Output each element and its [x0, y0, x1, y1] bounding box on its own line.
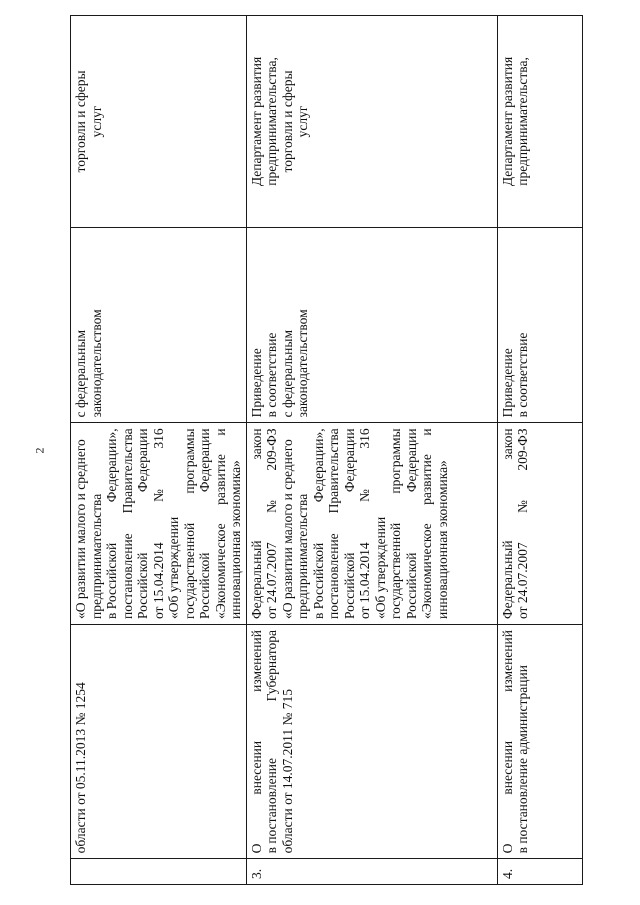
document-name-cell	[497, 625, 582, 859]
text-line	[342, 428, 358, 619]
text-word: постановление	[119, 533, 135, 620]
text-word: внесении	[499, 740, 515, 795]
text-word: «Экономическое	[212, 523, 228, 620]
text-line: области от 05.11.2013 № 1254	[73, 682, 88, 854]
text-word: Российской	[197, 552, 212, 620]
text-line	[419, 428, 435, 619]
text-line	[120, 428, 136, 619]
legal-basis-cell	[497, 423, 582, 625]
text-line: предпринимательства	[295, 493, 310, 620]
text-word: закон	[499, 428, 515, 460]
text-line: «О развитии малого и среднего	[279, 439, 295, 620]
text-word: Федерации	[197, 428, 212, 493]
text-line: в постановление администрации	[515, 665, 530, 854]
text-word: Федеральный	[499, 540, 515, 620]
text-word: от 15.04.2014	[150, 542, 166, 620]
text-line: услуг	[88, 105, 104, 138]
text-line: «Об утверждении	[166, 516, 181, 620]
text-line: в соответствие	[264, 332, 279, 418]
text-word: развитие	[212, 454, 228, 505]
purpose-cell	[71, 227, 247, 422]
text-word: О	[499, 843, 515, 854]
text-line	[151, 428, 167, 619]
text-line: инновационная экономика»	[228, 460, 243, 620]
text-line: предпринимательства,	[264, 57, 279, 186]
text-line: с федеральным	[73, 330, 88, 418]
measures-table	[70, 15, 583, 885]
text-line: с федеральным	[279, 330, 295, 418]
text-line	[197, 428, 213, 619]
document-name-cell	[71, 625, 247, 859]
text-line: законодательством	[88, 309, 104, 418]
text-word: закон	[248, 428, 264, 460]
text-line	[500, 630, 516, 853]
text-word: в Российской	[104, 542, 119, 620]
text-line	[104, 428, 120, 619]
row-number-cell	[71, 859, 247, 885]
text-line: предпринимательства	[88, 493, 104, 620]
text-word: развитие	[419, 454, 434, 505]
text-line	[249, 428, 265, 619]
text-line: «Об утверждении	[372, 516, 388, 620]
text-word: Федерации»,	[104, 428, 119, 503]
text-word: в Российской	[310, 542, 326, 620]
row-number-cell	[497, 859, 582, 885]
row-number-cell	[246, 859, 497, 885]
text-word: 316	[150, 428, 166, 449]
text-line: законодательством	[295, 309, 310, 418]
rotated-page-content	[70, 15, 570, 885]
text-word: и	[212, 428, 228, 436]
text-word: программы	[388, 428, 403, 494]
table-row	[246, 16, 497, 885]
text-line	[515, 428, 531, 619]
text-line: области от 14.07.2011 № 715	[279, 688, 295, 854]
row-number: 3.	[248, 868, 264, 879]
responsible-cell	[246, 16, 497, 228]
text-word: О	[248, 843, 264, 854]
text-line	[249, 630, 265, 853]
text-word: 209-ФЗ	[264, 428, 279, 471]
text-line	[388, 428, 404, 619]
text-word: Губернатора	[264, 630, 279, 702]
text-word: изменений	[499, 630, 515, 692]
document-name-cell	[246, 625, 497, 859]
text-word: от 15.04.2014	[357, 542, 372, 620]
text-word: постановление	[326, 533, 341, 620]
text-line: услуг	[295, 105, 310, 138]
text-word: №	[264, 500, 279, 513]
text-line	[213, 428, 229, 619]
text-word: Правительства	[119, 428, 135, 514]
text-line	[182, 428, 198, 619]
text-word: Федерации»,	[310, 428, 326, 503]
text-word: Федеральный	[248, 540, 264, 620]
text-line: Департамент развития	[248, 56, 264, 187]
row-number: 4.	[499, 868, 515, 879]
responsible-cell	[71, 16, 247, 228]
table-row	[497, 16, 582, 885]
text-word: 316	[357, 428, 372, 449]
text-line: в соответствие	[515, 332, 530, 418]
text-word: Российской	[135, 552, 150, 620]
text-word: «Экономическое	[419, 523, 434, 620]
legal-basis-cell	[246, 423, 497, 625]
legal-basis-cell	[71, 423, 247, 625]
purpose-cell	[246, 227, 497, 422]
text-line: Приведение	[248, 348, 264, 418]
text-word: государственной	[388, 522, 403, 620]
text-word: государственной	[181, 522, 197, 620]
text-word: Федерации	[403, 428, 419, 493]
text-word: от 24.07.2007	[515, 542, 530, 620]
table-row	[71, 16, 247, 885]
text-line	[135, 428, 151, 619]
text-line: Департамент развития	[499, 56, 515, 187]
text-line	[500, 428, 516, 619]
text-word: 209-ФЗ	[515, 428, 530, 471]
text-word: №	[515, 500, 530, 513]
text-word: внесении	[248, 740, 264, 795]
text-word: в постановление	[264, 757, 279, 854]
text-line: Приведение	[499, 348, 515, 418]
text-word: программы	[181, 428, 197, 494]
text-line	[326, 428, 342, 619]
text-word: Российской	[403, 552, 419, 620]
purpose-cell	[497, 227, 582, 422]
text-line	[264, 428, 280, 619]
text-word: и	[419, 428, 434, 436]
text-line	[357, 428, 373, 619]
text-word: изменений	[248, 630, 264, 692]
text-word: Федерации	[135, 428, 150, 493]
text-word: №	[357, 489, 372, 502]
text-word: Федерации	[341, 428, 357, 493]
text-line: инновационная экономика»	[434, 460, 450, 620]
text-word: Правительства	[326, 428, 341, 514]
text-word: от 24.07.2007	[264, 542, 279, 620]
text-line	[404, 428, 420, 619]
text-line: «О развитии малого и среднего	[73, 439, 88, 620]
text-line: предпринимательства,	[515, 57, 530, 186]
text-line: торговли и сферы	[279, 70, 295, 173]
responsible-cell	[497, 16, 582, 228]
text-line	[311, 428, 327, 619]
page-number: 2	[32, 447, 47, 454]
text-line: торговли и сферы	[73, 70, 88, 173]
text-word: №	[150, 489, 166, 502]
text-line	[264, 630, 280, 853]
text-word: Российской	[341, 552, 357, 620]
